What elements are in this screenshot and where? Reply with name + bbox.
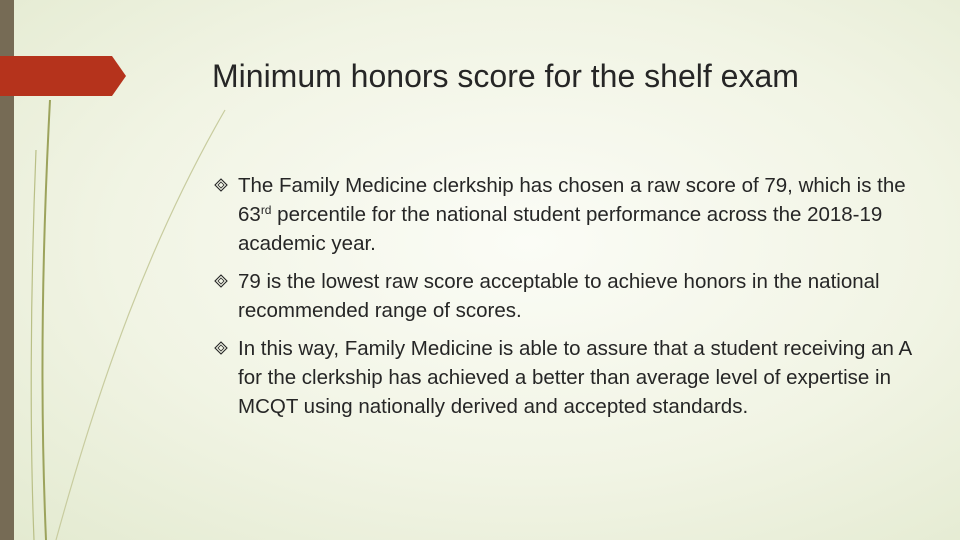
bullet-text: The Family Medicine clerkship has chosen a raw score of 79, which is the 63rd percentile for the national student performance across the 2018-19 academic year. bbox=[238, 174, 906, 255]
ordinal-suffix: rd bbox=[260, 203, 272, 217]
diamond-outline-icon bbox=[214, 274, 228, 288]
slide-title: Minimum honors score for the shelf exam bbox=[212, 58, 799, 94]
diamond-outline-icon bbox=[214, 178, 228, 192]
bullet-text: 79 is the lowest raw score acceptable to achieve honors in the national recommended range of scores. bbox=[238, 270, 880, 322]
bullet-item bbox=[214, 267, 934, 325]
bullet-item bbox=[214, 334, 934, 421]
bullet-list bbox=[214, 171, 934, 430]
diamond-outline-icon bbox=[214, 341, 228, 355]
bullet-text: In this way, Family Medicine is able to assure that a student receiving an A for the clerkship has achieved a better than average level of expertise in MCQT using nationally derived and accepted standards. bbox=[238, 337, 912, 418]
accent-tab bbox=[0, 56, 126, 96]
bullet-item bbox=[214, 171, 934, 258]
